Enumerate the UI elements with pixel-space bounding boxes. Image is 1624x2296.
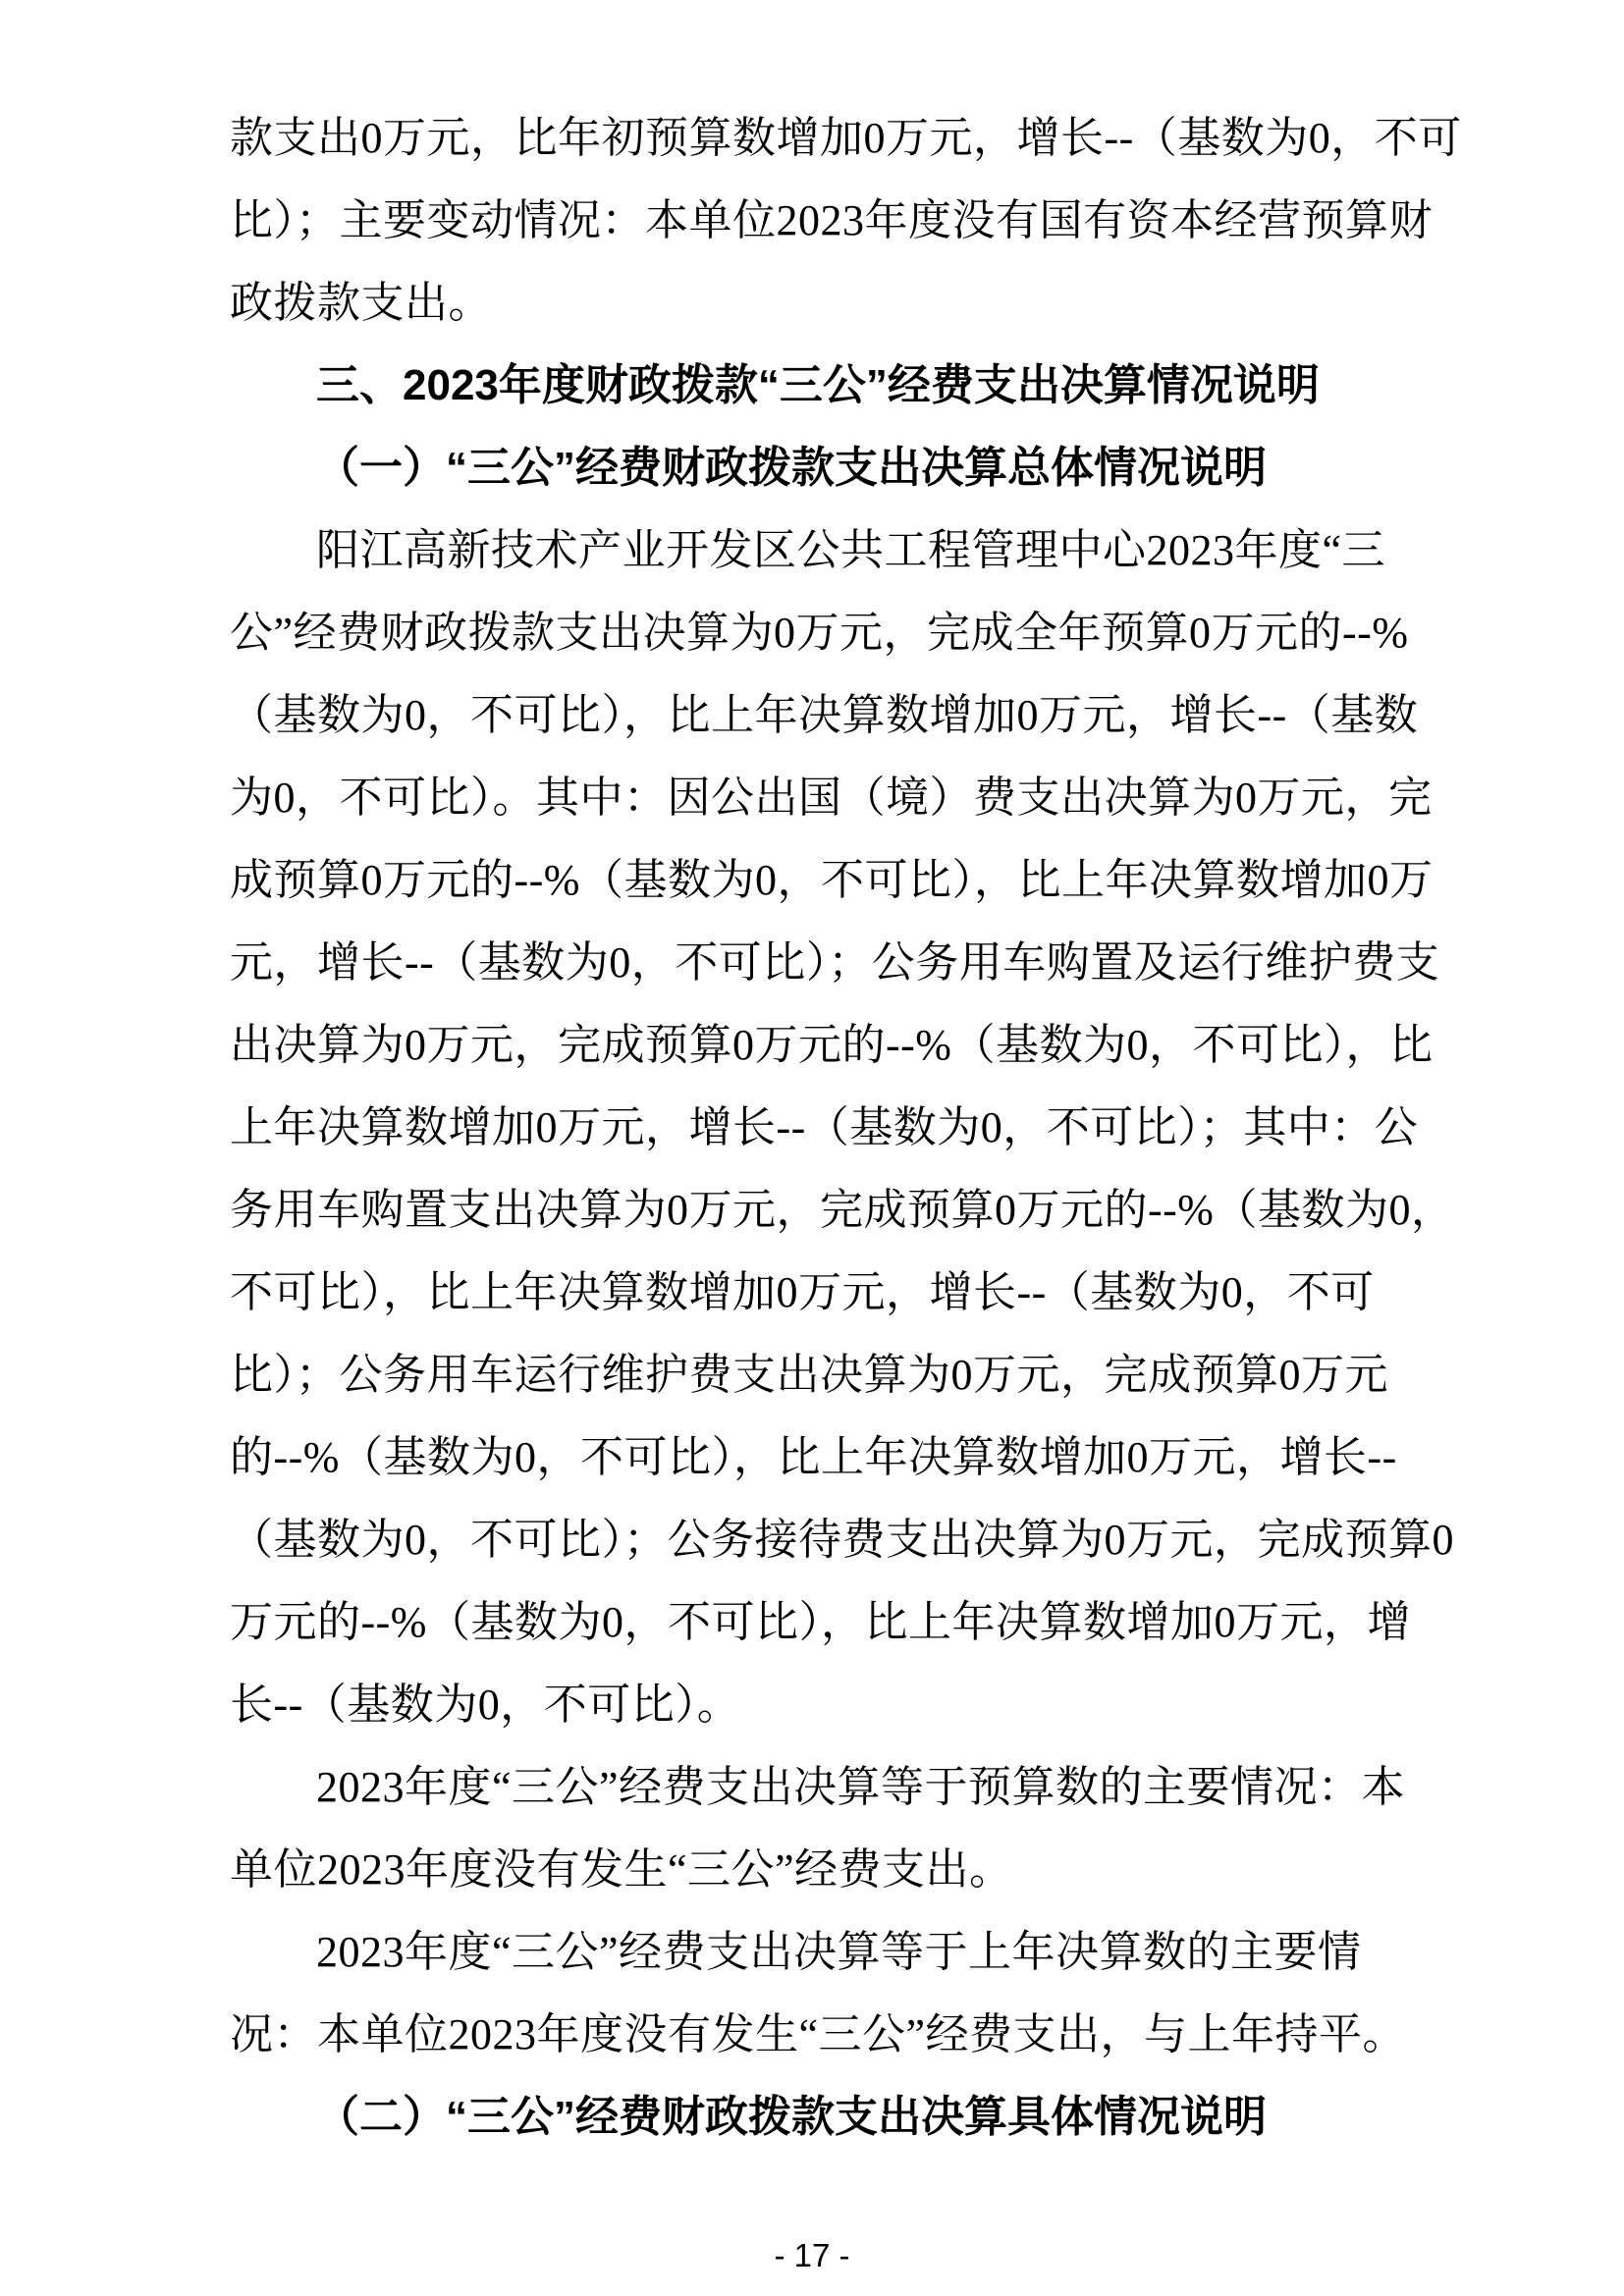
text-line: 2023年度“三公”经费支出决算等于上年决算数的主要情 bbox=[316, 1928, 1362, 1976]
text-line: 单位2023年度没有发生“三公”经费支出。 bbox=[230, 1845, 1013, 1894]
text-line: 万元的--%（基数为0，不可比），比上年决算数增加0万元，增 bbox=[230, 1598, 1411, 1646]
text-line: 务用车购置支出决算为0万元，完成预算0万元的--%（基数为0， bbox=[230, 1186, 1455, 1234]
page-number: - 17 - bbox=[774, 2237, 850, 2273]
heading-line: 三、2023年度财政拨款“三公”经费支出决算情况说明 bbox=[316, 361, 1320, 409]
text-line: 元，增长--（基数为0，不可比）；公务用车购置及运行维护费支 bbox=[230, 938, 1440, 987]
text-line: 比）；公务用车运行维护费支出决算为0万元，完成预算0万元 bbox=[230, 1351, 1388, 1399]
text-line: 成预算0万元的--%（基数为0，不可比），比上年决算数增加0万 bbox=[230, 856, 1434, 904]
text-line: 况：本单位2023年度没有发生“三公”经费支出，与上年持平。 bbox=[230, 2010, 1407, 2058]
text-line: 公”经费财政拨款支出决算为0万元，完成全年预算0万元的--% bbox=[230, 609, 1409, 657]
text-line: 阳江高新技术产业开发区公共工程管理中心2023年度“三 bbox=[316, 526, 1386, 574]
text-line: 为0，不可比）。其中：因公出国（境）费支出决算为0万元，完 bbox=[230, 774, 1433, 822]
heading-line: （二）“三公”经费财政拨款支出决算具体情况说明 bbox=[316, 2093, 1267, 2141]
text-line: 2023年度“三公”经费支出决算等于预算数的主要情况：本 bbox=[316, 1763, 1406, 1811]
text-line: 上年决算数增加0万元，增长--（基数为0，不可比）；其中：公 bbox=[230, 1103, 1419, 1151]
text-line: 不可比），比上年决算数增加0万元，增长--（基数为0，不可 bbox=[230, 1268, 1375, 1316]
text-line: 比）；主要变动情况：本单位2023年度没有国有资本经营预算财 bbox=[230, 196, 1433, 244]
text-line: 出决算为0万元，完成预算0万元的--%（基数为0，不可比），比 bbox=[230, 1021, 1434, 1069]
text-line: 款支出0万元，比年初预算数增加0万元，增长--（基数为0，不可 bbox=[230, 114, 1462, 162]
heading-line: （一）“三公”经费财政拨款支出决算总体情况说明 bbox=[316, 444, 1267, 492]
text-line: 长--（基数为0，不可比）。 bbox=[230, 1681, 741, 1729]
text-line: 政拨款支出。 bbox=[230, 279, 492, 327]
text-line: （基数为0，不可比），比上年决算数增加0万元，增长--（基数 bbox=[230, 691, 1419, 739]
text-line: 的--%（基数为0，不可比），比上年决算数增加0万元，增长-- bbox=[230, 1433, 1397, 1481]
document-body bbox=[230, 97, 1462, 2159]
text-line: （基数为0，不可比）；公务接待费支出决算为0万元，完成预算0 bbox=[230, 1516, 1454, 1564]
